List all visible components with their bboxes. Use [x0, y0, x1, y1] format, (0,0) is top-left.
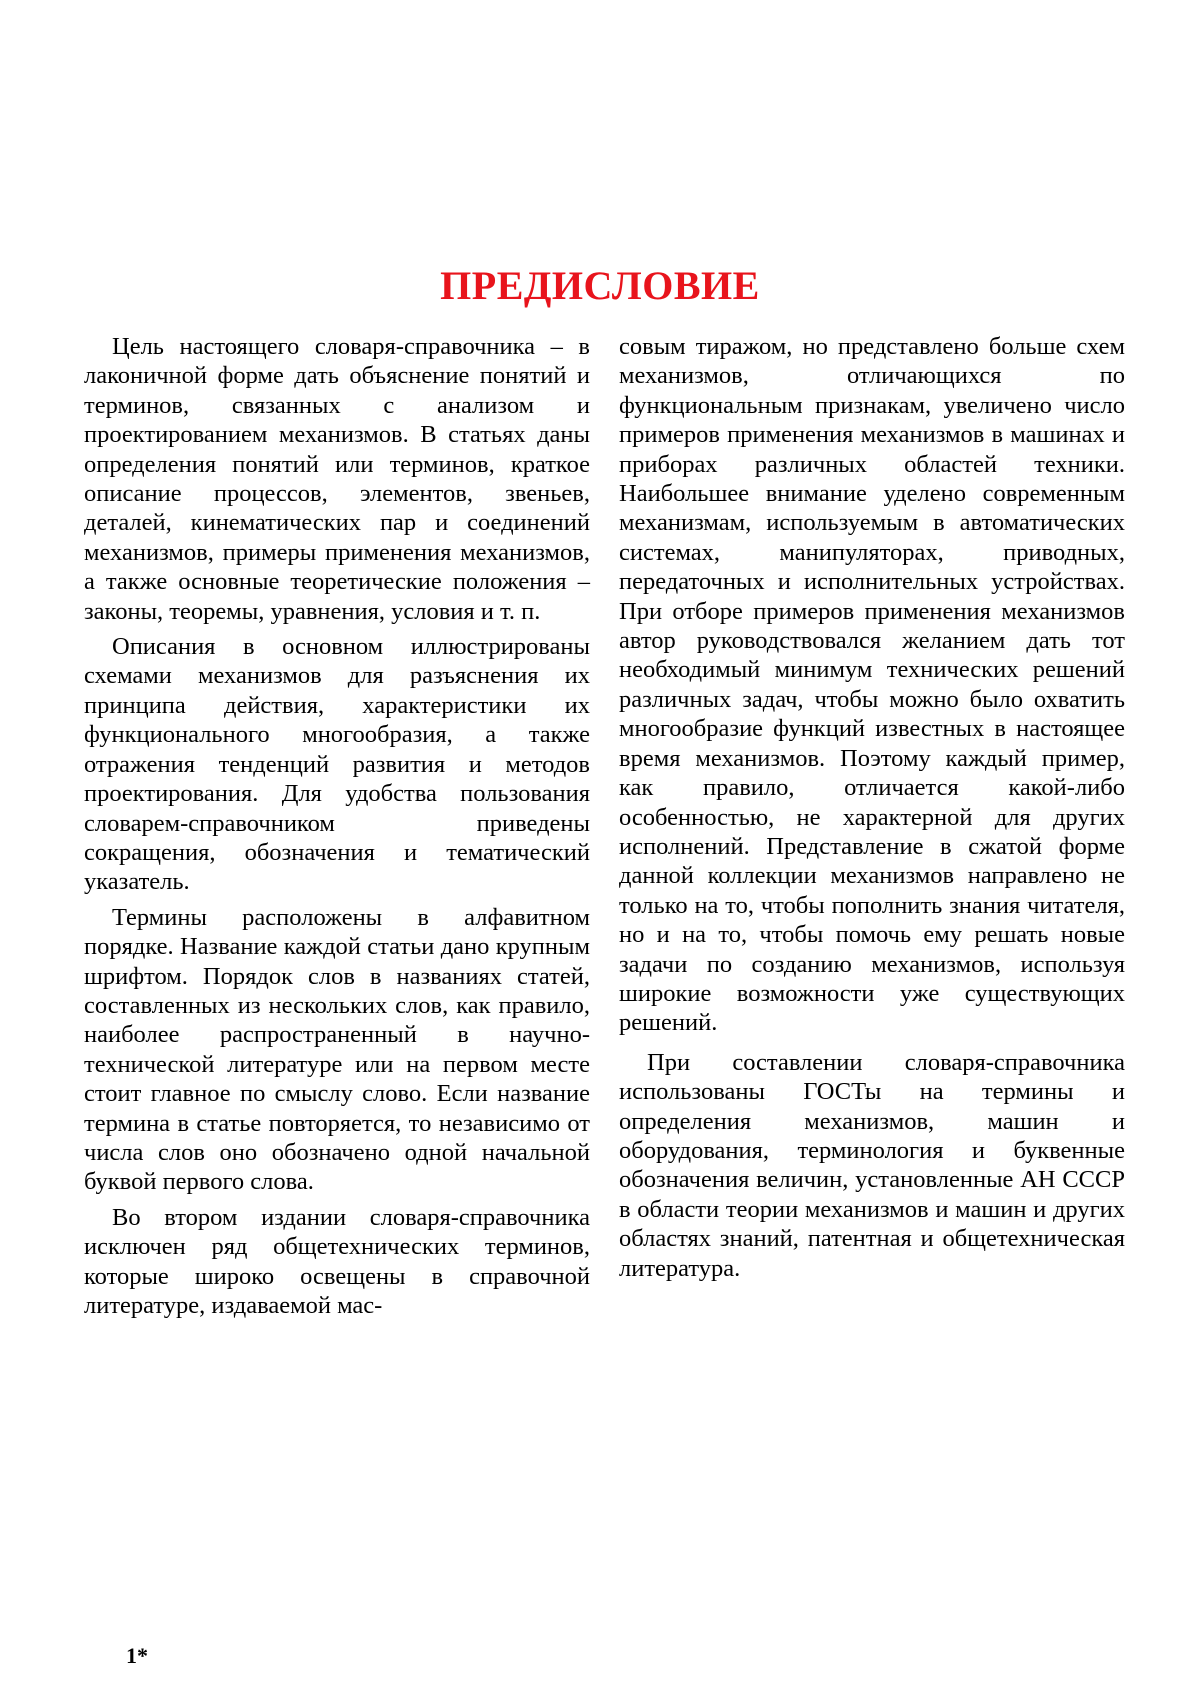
paragraph-sources: При составлении словаря-справочника использованы ГОСТы на термины и определения механизмов, машин и оборудования, терминология и буквенные обозначения величин, установленные АН СССР в области теории механизмов и машин и других областях знаний, патентная и общетехническая литература.: [619, 1048, 1125, 1282]
right-text-column: [619, 332, 1125, 1283]
page-title: ПРЕДИСЛОВИЕ: [440, 263, 760, 308]
page-signature: 1*: [126, 1643, 148, 1668]
paragraph-second-edition: Во втором издании словаря-справочника исключен ряд общетехнических терминов, которые широко освещены в справочной литературе, издаваемой мас-: [84, 1203, 590, 1319]
paragraph-second-edition-continued: совым тиражом, но представлено больше схем механизмов, отличающихся по функциональным признакам, увеличено число примеров применения механизмов в машинах и приборах различных областей техники. Наибольшее внимание уделено современным механизмам, используемым в автоматических системах, манипуляторах, приводных, передаточных и исполнительных устройствах. При отборе примеров применения механизмов автор руководствовался желанием дать тот необходимый минимум технических решений различных задач, чтобы можно было охватить многообразие функций известных в настоящее время механизмов. Поэтому каждый пример, как правило, отличается какой-либо особенностью, не характерной для других исполнений. Представление в сжатой форме данной коллекции механизмов направлено не только на то, чтобы пополнить знания читателя, но и на то, чтобы помочь ему решать новые задачи по созданию механизмов, используя широкие возможности уже существующих решений.: [619, 333, 1125, 1037]
left-text-column: [84, 332, 590, 1320]
paragraph-term-order: Термины расположены в алфавитном порядке. Название каждой статьи дано крупным шрифтом. Порядок слов в названиях статей, составленных из нескольких слов, как правило, наиболее распространенный в научно-технической литературе или на первом месте стоит главное по смыслу слово. Если название термина в статье повторяется, то независимо от числа слов оно обозначено одной начальной буквой первого слова.: [84, 903, 590, 1196]
paragraph-illustrations: Описания в основном иллюстрированы схемами механизмов для разъяснения их принципа действия, характеристики их функционального многообразия, а также отражения тенденций развития и методов проектирования. Для удобства пользования словарем-справочником приведены сокращения, обозначения и тематический указатель.: [84, 633, 590, 896]
paragraph-purpose: Цель настоящего словаря-справочника – в лаконичной форме дать объяснение понятий и терминов, связанных с анализом и проектированием механизмов. В статьях даны определения понятий или терминов, краткое описание процессов, элементов, звеньев, деталей, кинематических пар и соединений механизмов, примеры применения механизмов, а также основные теоретические положения – законы, теоремы, уравнения, условия и т. п.: [84, 333, 590, 625]
